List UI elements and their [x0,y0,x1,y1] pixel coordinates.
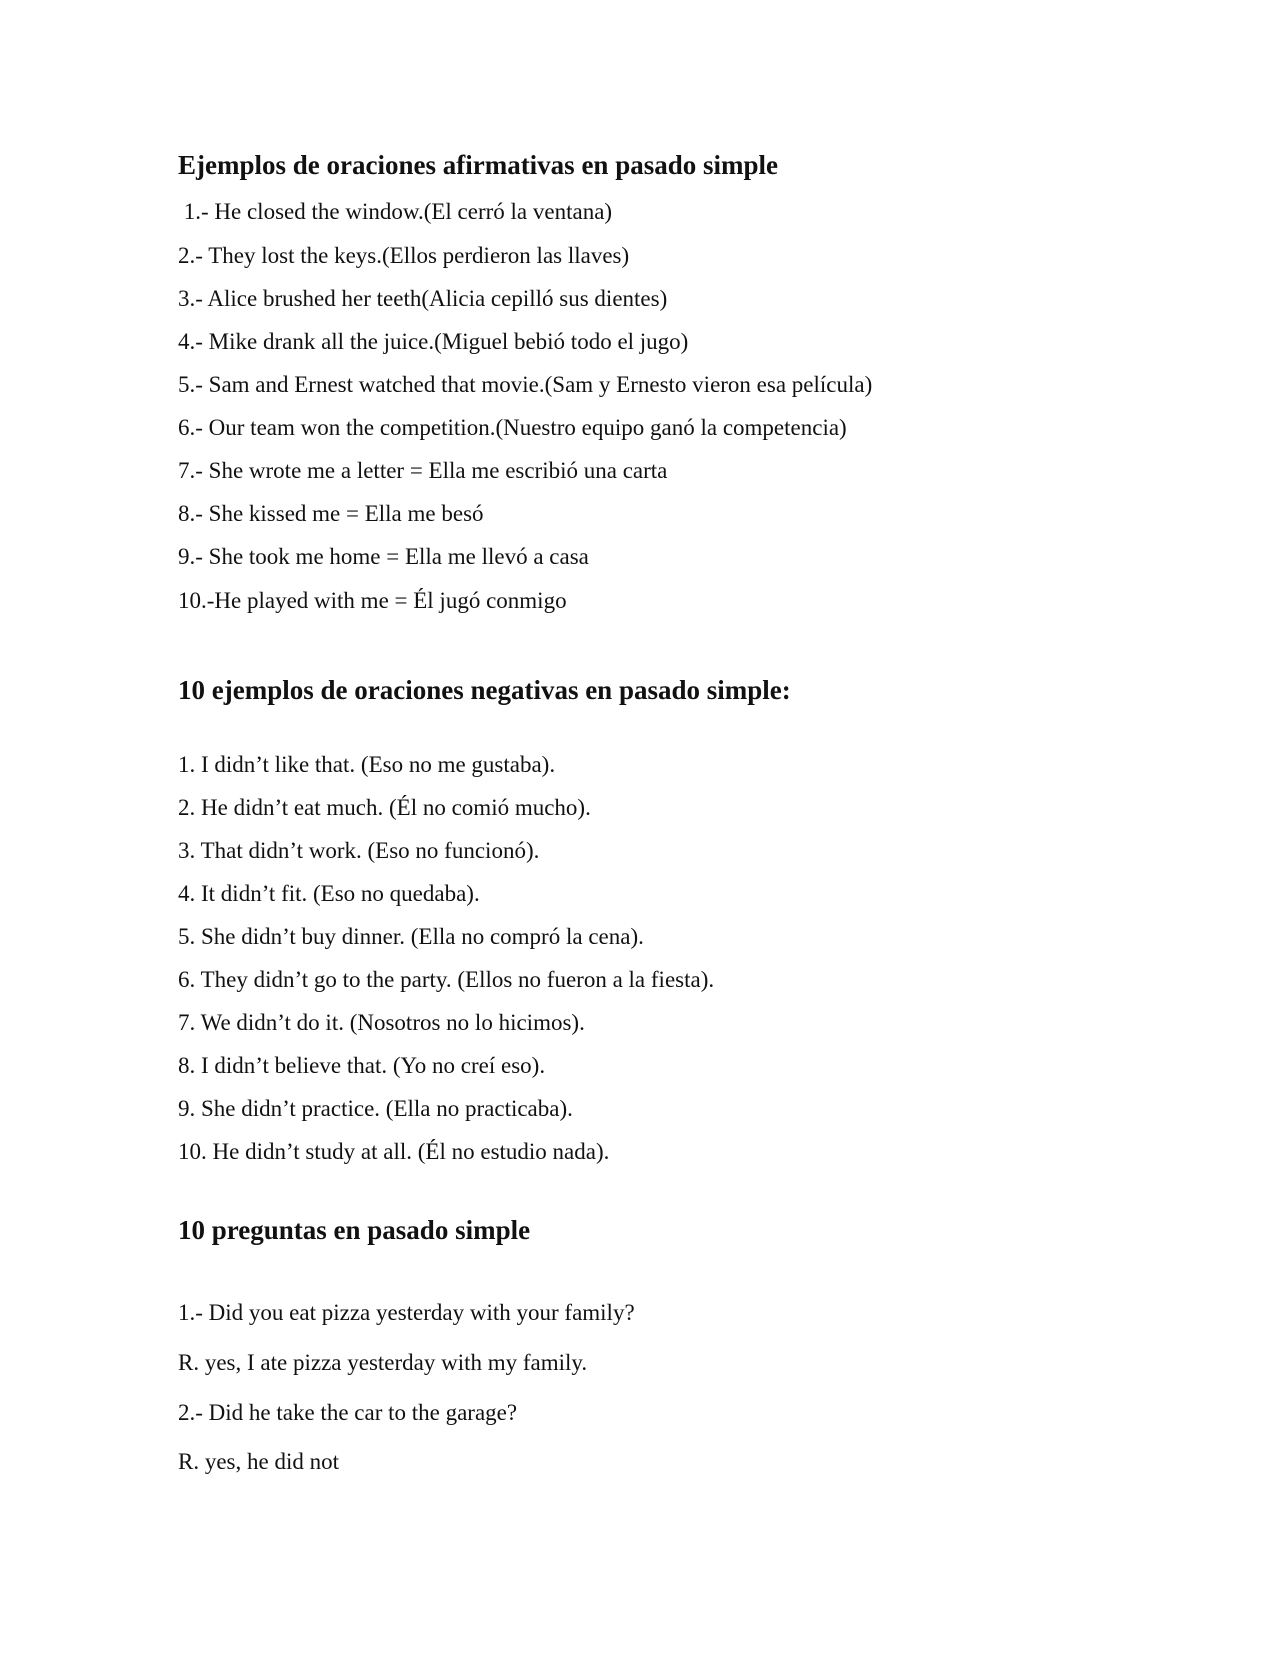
section-heading-negative: 10 ejemplos de oraciones negativas en pasado simple: [178,675,791,705]
question-item: 2.- Did he take the car to the garage? [178,1400,518,1425]
list-item: 2. He didn’t eat much. (Él no comió mucho). [178,795,591,820]
list-item: 3.- Alice brushed her teeth(Alicia cepilló sus dientes) [178,286,668,311]
question-item: 1.- Did you eat pizza yesterday with your family? [178,1300,635,1325]
list-item: 9.- She took me home = Ella me llevó a casa [178,544,589,569]
list-item: 7. We didn’t do it. (Nosotros no lo hicimos). [178,1010,585,1035]
list-item: 10.-He played with me = Él jugó conmigo [178,588,567,613]
list-item: 3. That didn’t work. (Eso no funcionó). [178,838,540,863]
list-item: 8.- She kissed me = Ella me besó [178,501,484,526]
list-item: 5.- Sam and Ernest watched that movie.(Sam y Ernesto vieron esa película) [178,372,873,397]
list-item: 6.- Our team won the competition.(Nuestro equipo ganó la competencia) [178,415,847,440]
list-item: 7.- She wrote me a letter = Ella me escribió una carta [178,458,668,483]
list-item: 4. It didn’t fit. (Eso no quedaba). [178,881,480,906]
answer-item: R. yes, he did not [178,1449,339,1474]
list-item: 6. They didn’t go to the party. (Ellos no fueron a la fiesta). [178,967,715,992]
list-item: 1.- He closed the window.(El cerró la ventana) [178,199,613,224]
list-item: 2.- They lost the keys.(Ellos perdieron las llaves) [178,243,630,268]
section-heading-questions: 10 preguntas en pasado simple [178,1215,531,1245]
list-item: 9. She didn’t practice. (Ella no practicaba). [178,1096,573,1121]
list-item: 4.- Mike drank all the juice.(Miguel bebió todo el jugo) [178,329,689,354]
section-heading-affirmative: Ejemplos de oraciones afirmativas en pasado simple [178,150,778,180]
list-item: 8. I didn’t believe that. (Yo no creí eso). [178,1053,546,1078]
list-item: 1. I didn’t like that. (Eso no me gustaba). [178,752,556,777]
list-item: 5. She didn’t buy dinner. (Ella no compró la cena). [178,924,644,949]
list-item: 10. He didn’t study at all. (Él no estudio nada). [178,1139,610,1164]
answer-item: R. yes, I ate pizza yesterday with my family. [178,1350,588,1375]
